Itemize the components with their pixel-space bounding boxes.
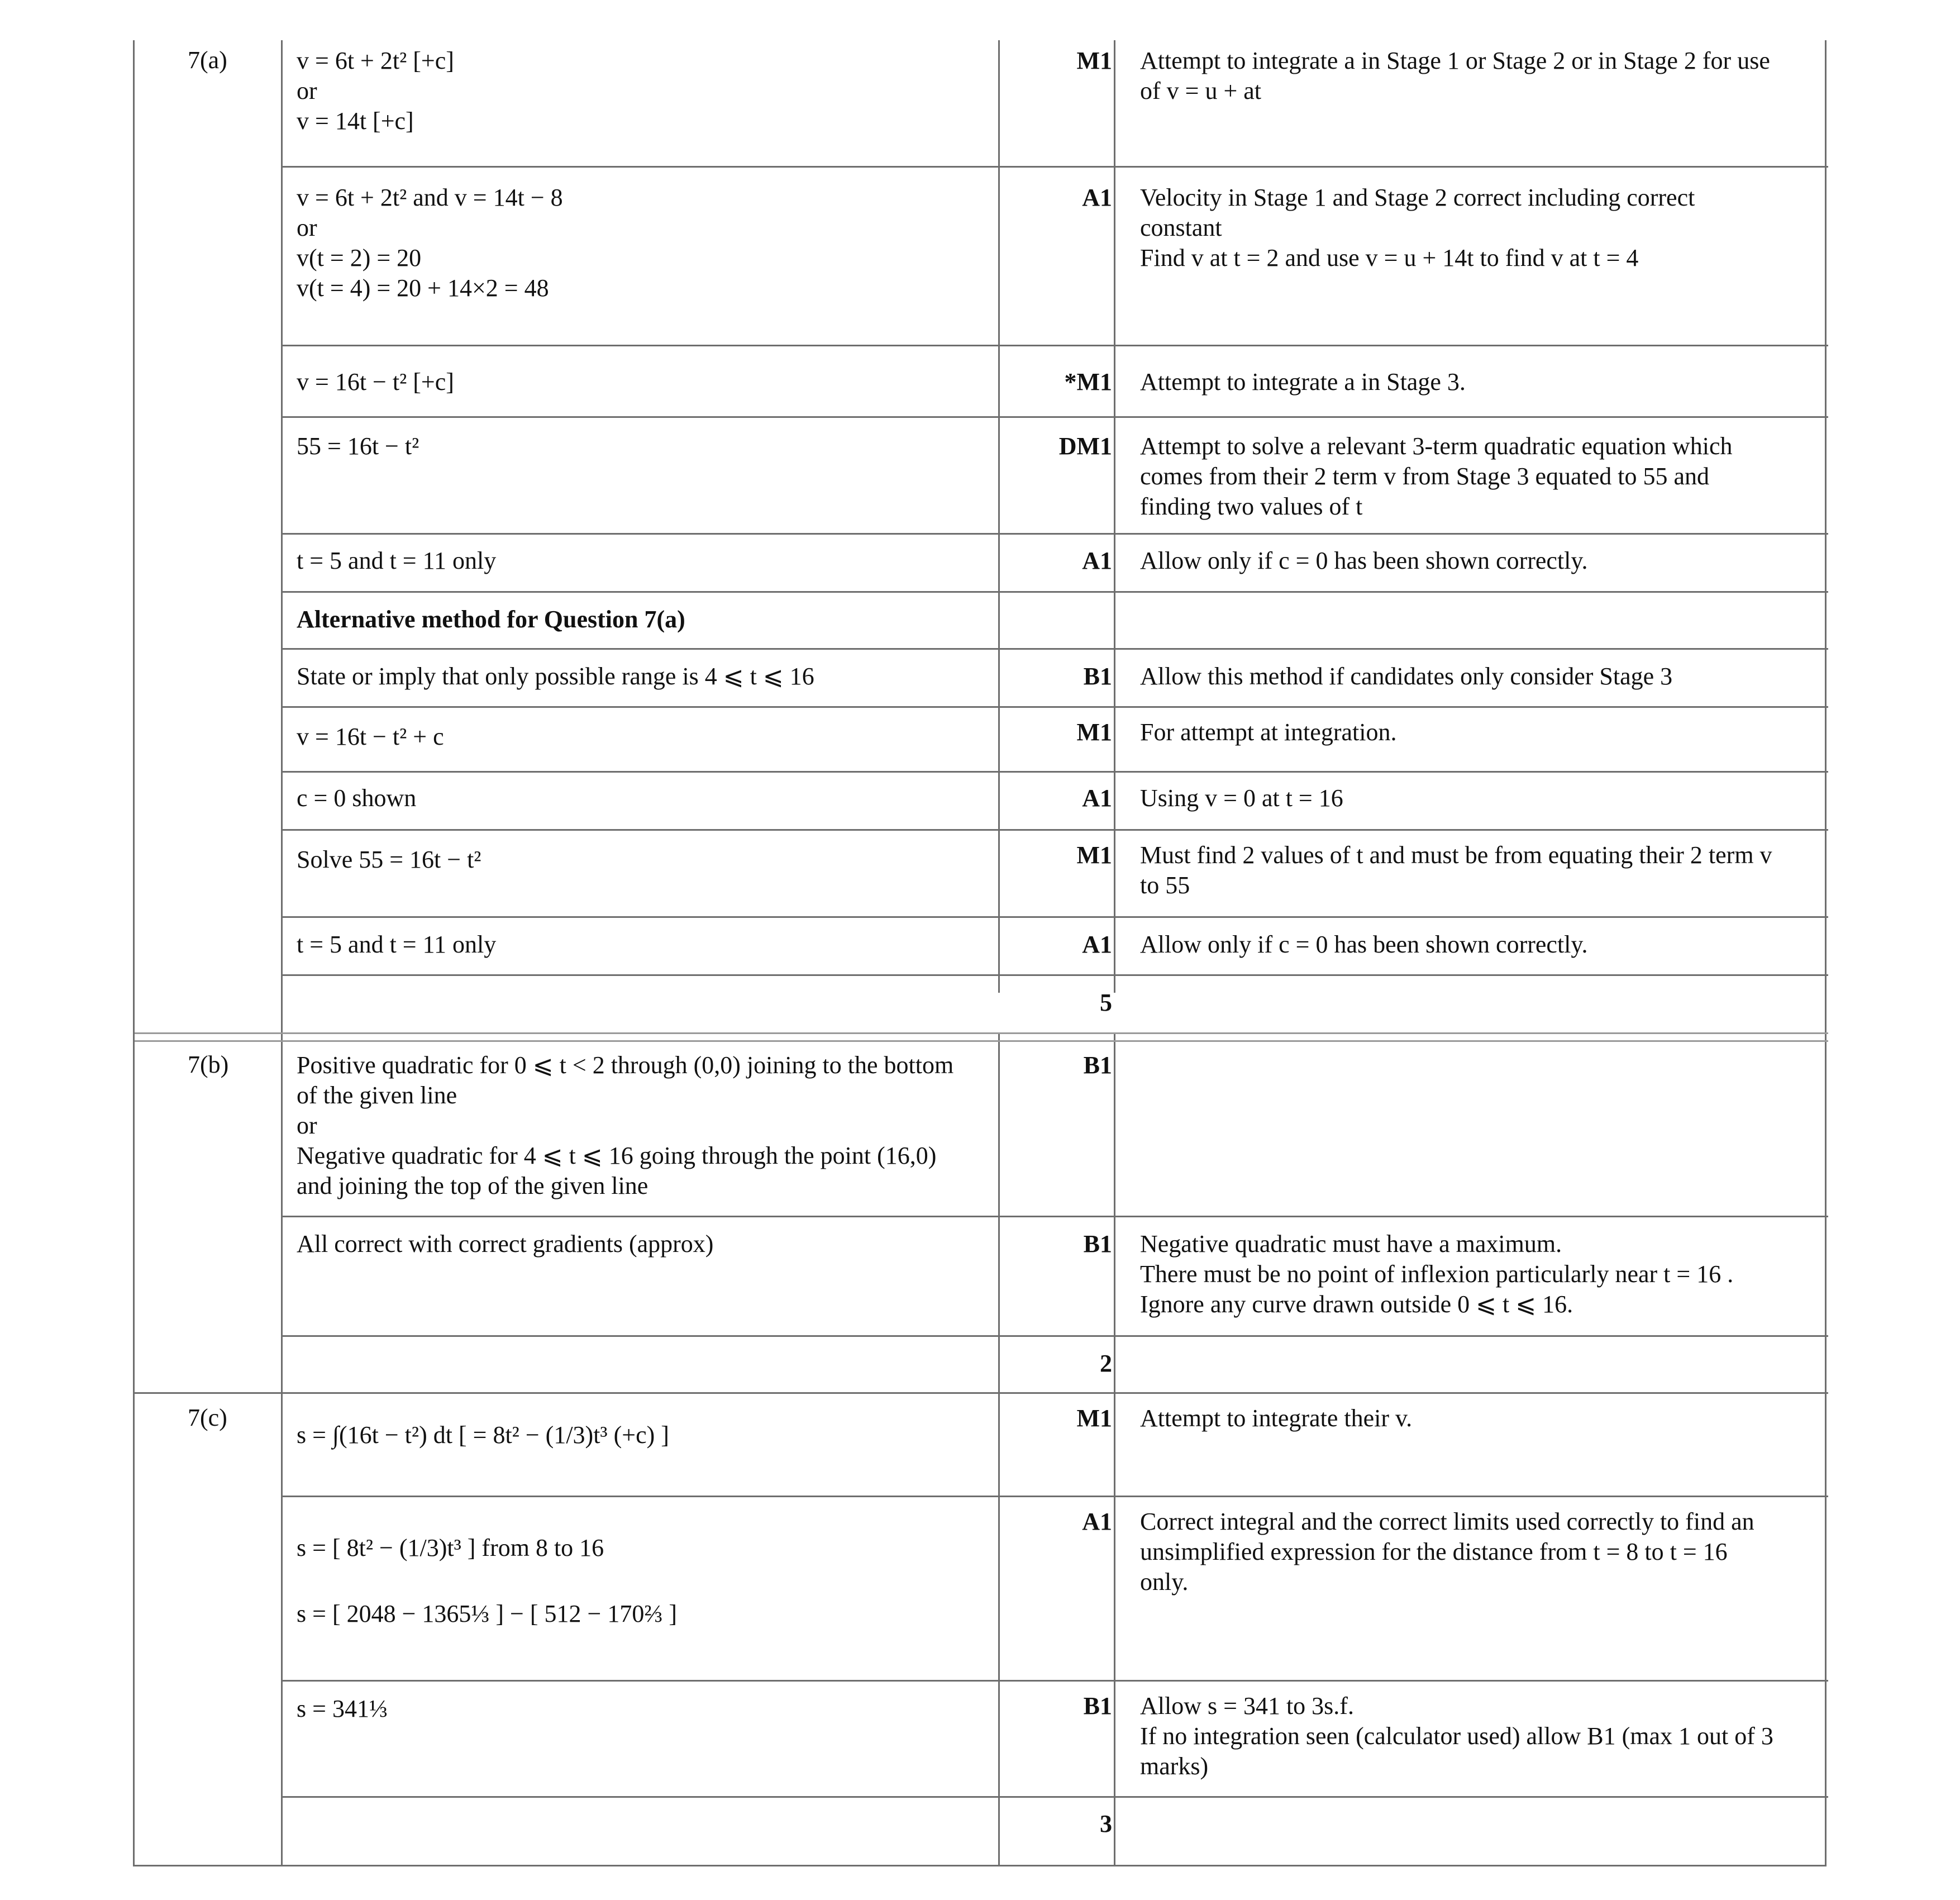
mark-cell: DM1 [1058, 432, 1112, 460]
mark-scheme-table [133, 40, 1827, 1866]
answer-cell: v = 16t − t² + c [297, 723, 444, 750]
column-divider [281, 40, 283, 1866]
mark-cell: A1 [1082, 784, 1112, 812]
mark-cell: A1 [1082, 1508, 1112, 1535]
answer-cell: s = 341⅓ [297, 1695, 388, 1722]
mark-cell: A1 [1082, 931, 1112, 958]
guidance-cell: Allow only if c = 0 has been shown correctly. [1140, 547, 1588, 574]
guidance-cell: Allow only if c = 0 has been shown correctly. [1140, 931, 1588, 958]
guidance-cell: Attempt to integrate a in Stage 1 or Stage 2 or in Stage 2 for use of v = u + at [1140, 47, 1770, 104]
guidance-cell: For attempt at integration. [1140, 718, 1397, 746]
answer-cell: s = ∫(16t − t²) dt [ = 8t² − (1/3)t³ (+c) ] [297, 1421, 669, 1449]
column-divider [998, 40, 1000, 993]
answer-cell: v = 16t − t² [+c] [297, 368, 454, 396]
total-marks: 3 [1100, 1810, 1112, 1837]
guidance-cell: Attempt to integrate a in Stage 3. [1140, 368, 1466, 396]
mark-cell: M1 [1076, 47, 1112, 74]
guidance-cell: Must find 2 values of t and must be from equating their 2 term v to 55 [1140, 841, 1772, 899]
question-label: 7(c) [188, 1404, 227, 1431]
answer-cell: t = 5 and t = 11 only [297, 931, 497, 958]
mark-cell: M1 [1076, 1404, 1112, 1432]
answer-cell: Solve 55 = 16t − t² [297, 846, 481, 873]
answer-cell: All correct with correct gradients (approx) [297, 1230, 714, 1258]
mark-cell: A1 [1082, 547, 1112, 574]
alternative-method-heading: Alternative method for Question 7(a) [297, 606, 685, 633]
answer-cell: c = 0 shown [297, 784, 417, 812]
column-divider [1114, 1034, 1115, 1866]
total-marks: 2 [1100, 1350, 1112, 1377]
column-divider [1114, 40, 1115, 993]
mark-cell: *M1 [1064, 368, 1112, 396]
question-label: 7(a) [188, 46, 227, 74]
question-label: 7(b) [188, 1051, 229, 1078]
answer-cell: v = 6t + 2t² and v = 14t − 8 or v(t = 2) = 20 v(t = 4) = 20 + 14×2 = 48 [297, 184, 563, 302]
guidance-cell: Using v = 0 at t = 16 [1140, 784, 1343, 812]
total-marks: 5 [1100, 989, 1112, 1016]
answer-cell: Positive quadratic for 0 ⩽ t < 2 through (0,0) joining to the bottom of the given line or Negative quadratic for 4 ⩽ t ⩽ 16 going through the point (16,0) and joining the top of the given line [297, 1051, 954, 1199]
guidance-cell: Negative quadratic must have a maximum. There must be no point of inflexion particularly near t = 16 . Ignore any curve drawn outside 0 ⩽ t ⩽ 16. [1140, 1230, 1734, 1318]
guidance-cell: Allow s = 341 to 3s.f. If no integration seen (calculator used) allow B1 (max 1 out of 3 marks) [1140, 1692, 1773, 1780]
answer-cell: s = [ 8t² − (1/3)t³ ] from 8 to 16 s = [ 2048 − 1365⅓ ] − [ 512 − 170⅔ ] [297, 1534, 677, 1627]
guidance-cell: Attempt to solve a relevant 3-term quadratic equation which comes from their 2 term v from Stage 3 equated to 55 and finding two values of t [1140, 432, 1733, 520]
answer-cell: v = 6t + 2t² [+c] or v = 14t [+c] [297, 47, 454, 135]
guidance-cell: Allow this method if candidates only consider Stage 3 [1140, 663, 1673, 690]
answer-cell: State or imply that only possible range is 4 ⩽ t ⩽ 16 [297, 663, 814, 690]
guidance-cell: Correct integral and the correct limits used correctly to find an unsimplified expression for the distance from t = 8 to t = 16 only. [1140, 1508, 1754, 1596]
mark-cell: B1 [1083, 1692, 1112, 1720]
mark-cell: B1 [1083, 1230, 1112, 1258]
mark-cell: M1 [1076, 718, 1112, 746]
mark-cell: B1 [1083, 663, 1112, 690]
mark-cell: A1 [1082, 184, 1112, 211]
mark-cell: M1 [1076, 841, 1112, 869]
answer-cell: t = 5 and t = 11 only [297, 547, 497, 574]
mark-cell: B1 [1083, 1051, 1112, 1079]
guidance-cell: Attempt to integrate their v. [1140, 1404, 1413, 1432]
answer-cell: 55 = 16t − t² [297, 432, 419, 460]
guidance-cell: Velocity in Stage 1 and Stage 2 correct including correct constant Find v at t = 2 and use v = u + 14t to find v at t = 4 [1140, 184, 1695, 272]
column-divider [998, 1034, 1000, 1866]
